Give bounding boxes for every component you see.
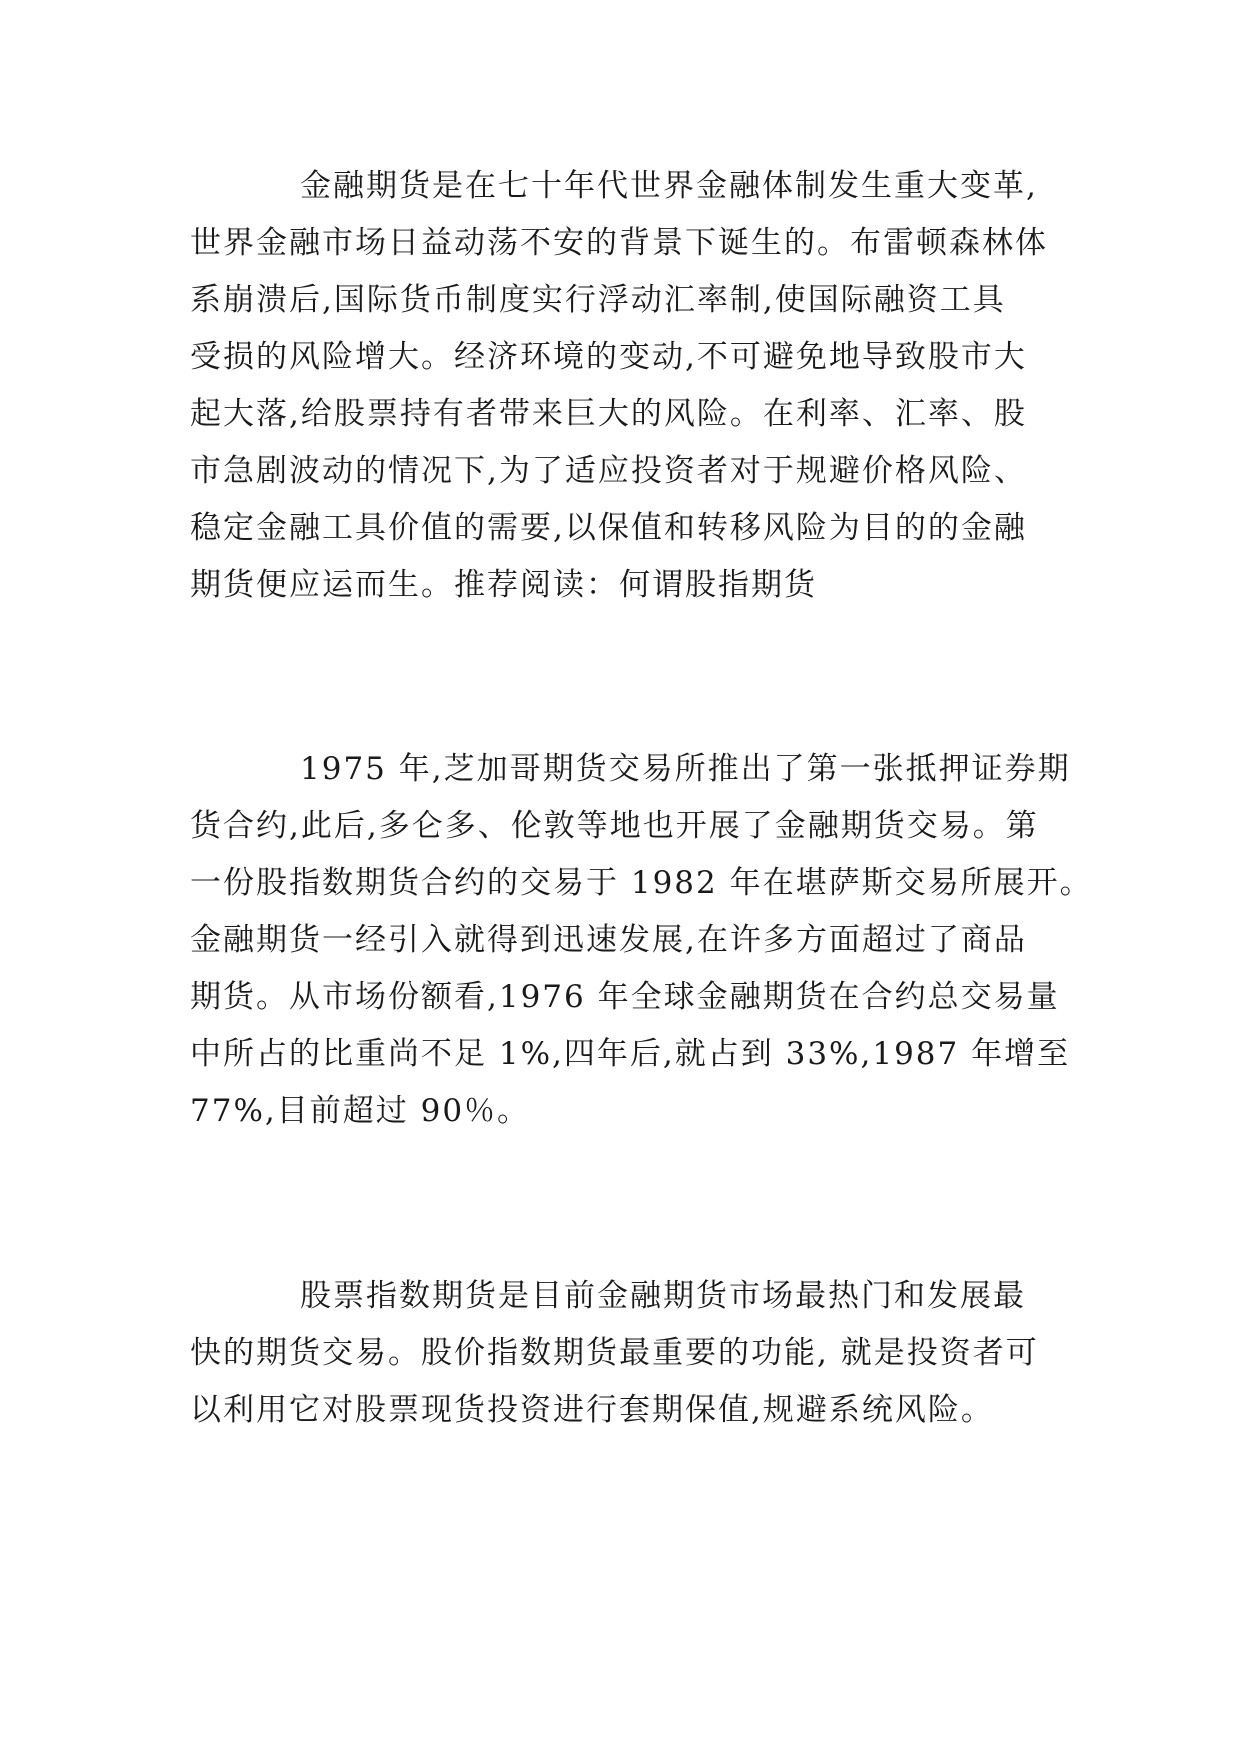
paragraph-3-line-1: 股票指数期货是目前金融期货市场最热门和发展最 [300, 1278, 1026, 1314]
paragraph-1-line-1: 金融期货是在七十年代世界金融体制发生重大变革, [300, 168, 1038, 204]
paragraph-2-line-7: 77%,目前超过 90％。 [190, 1093, 531, 1129]
paragraph-2-line-5: 期货。从市场份额看,1976 年全球金融期货在合约总交易量 [190, 979, 1060, 1015]
paragraph-1-line-4: 受损的风险增大。经济环境的变动,不可避免地导致股市大 [190, 339, 1027, 375]
paragraph-1-line-8: 期货便应运而生。推荐阅读：何谓股指期货 [190, 567, 817, 603]
paragraph-3-line-2: 快的期货交易。股价指数期货最重要的功能, 就是投资者可 [190, 1335, 1039, 1371]
paragraph-1-line-3: 系崩溃后,国际货币制度实行浮动汇率制,使国际融资工具 [190, 282, 1006, 318]
paragraph-1-line-7: 稳定金融工具价值的需要,以保值和转移风险为目的的金融 [190, 510, 1027, 546]
paragraph-2-line-1: 1975 年,芝加哥期货交易所推出了第一张抵押证券期 [300, 751, 1071, 787]
paragraph-2-line-4: 金融期货一经引入就得到迅速发展,在许多方面超过了商品 [190, 922, 1027, 958]
paragraph-3-line-3: 以利用它对股票现货投资进行套期保值,规避系统风险。 [190, 1392, 994, 1428]
paragraph-1-line-2: 世界金融市场日益动荡不安的背景下诞生的。布雷顿森林体 [190, 225, 1048, 261]
paragraph-1-line-5: 起大落,给股票持有者带来巨大的风险。在利率、汇率、股 [190, 396, 1027, 432]
paragraph-2-line-2: 货合约,此后,多仑多、伦敦等地也开展了金融期货交易。第 [190, 808, 1039, 844]
paragraph-1-line-6: 市急剧波动的情况下,为了适应投资者对于规避价格风险、 [190, 453, 1027, 489]
paragraph-2-line-3: 一份股指数期货合约的交易于 1982 年在堪萨斯交易所展开。 [190, 865, 1093, 901]
paragraph-2-line-6: 中所占的比重尚不足 1%,四年后,就占到 33%,1987 年增至 [190, 1036, 1071, 1072]
